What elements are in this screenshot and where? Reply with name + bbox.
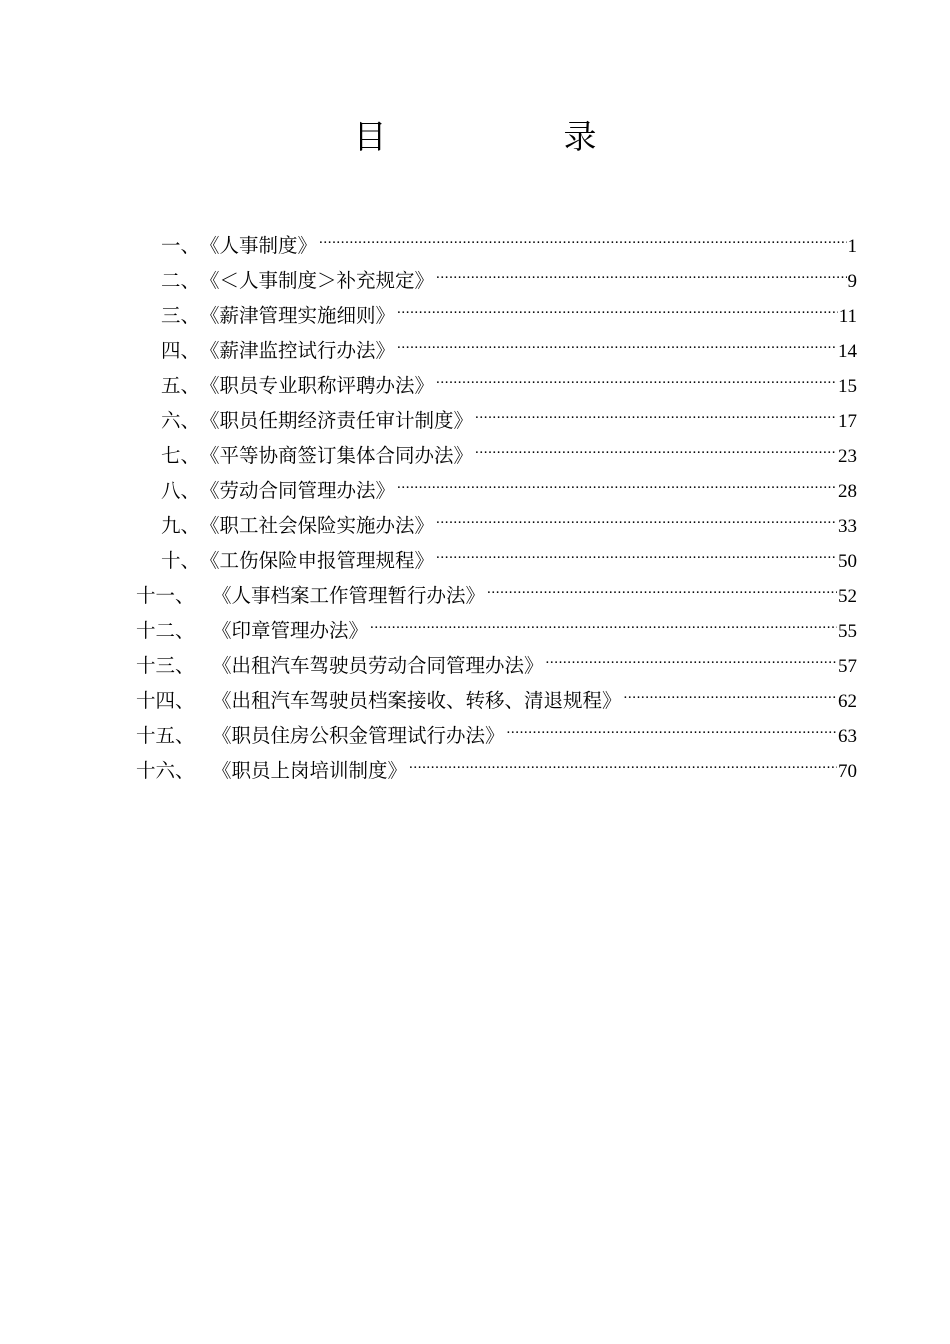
toc-entry-title: 《职员住房公积金管理试行办法》	[212, 724, 505, 747]
toc-entry-page: 62	[838, 691, 857, 712]
toc-list	[136, 217, 857, 782]
toc-entry-page: 63	[838, 726, 857, 747]
toc-entry-number: 四、	[160, 339, 200, 362]
toc-dot-leader	[546, 637, 837, 672]
toc-entry-title: 《平等协商签订集体合同办法》	[200, 444, 474, 467]
toc-entry-page: 23	[838, 446, 857, 467]
toc-title: 目 录	[353, 117, 669, 156]
toc-entry-number: 十一、	[136, 584, 195, 607]
toc-entry-page: 28	[838, 481, 857, 502]
toc-entry[interactable]	[136, 217, 857, 257]
toc-entry-title: 《职工社会保险实施办法》	[200, 514, 435, 537]
toc-entry-page: 11	[838, 306, 857, 327]
toc-entry-number: 十六、	[136, 759, 195, 782]
toc-entry-page: 15	[838, 376, 857, 397]
toc-entry-number: 三、	[160, 304, 200, 327]
toc-dot-leader	[487, 567, 837, 602]
toc-entry-title: 《出租汽车驾驶员档案接收、转移、清退规程》	[212, 689, 622, 712]
toc-dot-leader	[436, 357, 837, 392]
toc-dot-leader	[475, 392, 837, 427]
toc-entry-page: 52	[838, 586, 857, 607]
toc-dot-leader	[370, 602, 837, 637]
toc-entry-title: 《人事档案工作管理暂行办法》	[212, 584, 486, 607]
toc-dot-leader	[319, 217, 846, 252]
toc-entry-page: 1	[847, 236, 857, 257]
toc-entry-page: 57	[838, 656, 857, 677]
toc-entry-number: 七、	[160, 444, 200, 467]
toc-dot-leader	[397, 462, 837, 497]
toc-entry-number: 十、	[160, 549, 200, 572]
toc-dot-leader	[436, 532, 837, 567]
toc-dot-leader	[397, 322, 837, 357]
toc-entry-number: 九、	[160, 514, 200, 537]
toc-entry-number: 六、	[160, 409, 200, 432]
toc-entry-number: 五、	[160, 374, 200, 397]
toc-entry-title: 《出租汽车驾驶员劳动合同管理办法》	[212, 654, 544, 677]
toc-dot-leader	[409, 742, 837, 777]
toc-dot-leader	[397, 287, 838, 322]
toc-dot-leader	[436, 497, 837, 532]
toc-entry-title: 《职员专业职称评聘办法》	[200, 374, 435, 397]
toc-entry-title: 《印章管理办法》	[212, 619, 369, 642]
toc-entry-number: 十二、	[136, 619, 195, 642]
toc-entry-page: 14	[838, 341, 857, 362]
toc-dot-leader	[624, 672, 837, 707]
toc-entry-number: 十五、	[136, 724, 195, 747]
toc-entry-title: 《劳动合同管理办法》	[200, 479, 396, 502]
toc-entry-page: 70	[838, 761, 857, 782]
toc-entry-title: 《工伤保险申报管理规程》	[200, 549, 435, 572]
toc-entry-number: 八、	[160, 479, 200, 502]
toc-dot-leader	[436, 252, 846, 287]
toc-entry-title: 《薪津监控试行办法》	[200, 339, 396, 362]
toc-entry-number: 一、	[160, 234, 200, 257]
toc-entry-title: 《薪津管理实施细则》	[200, 304, 396, 327]
toc-entry-page: 55	[838, 621, 857, 642]
toc-dot-leader	[507, 707, 837, 742]
toc-entry-number: 十四、	[136, 689, 195, 712]
toc-entry-page: 33	[838, 516, 857, 537]
toc-dot-leader	[475, 427, 837, 462]
toc-entry-page: 9	[847, 271, 857, 292]
toc-entry-title: 《＜人事制度＞补充规定》	[200, 269, 435, 292]
toc-entry-number: 十三、	[136, 654, 195, 677]
toc-entry-number: 二、	[160, 269, 200, 292]
toc-entry-page: 17	[838, 411, 857, 432]
toc-entry-page: 50	[838, 551, 857, 572]
toc-entry-title: 《职员任期经济责任审计制度》	[200, 409, 474, 432]
toc-entry-title: 《职员上岗培训制度》	[212, 759, 408, 782]
toc-entry-title: 《人事制度》	[200, 234, 318, 257]
